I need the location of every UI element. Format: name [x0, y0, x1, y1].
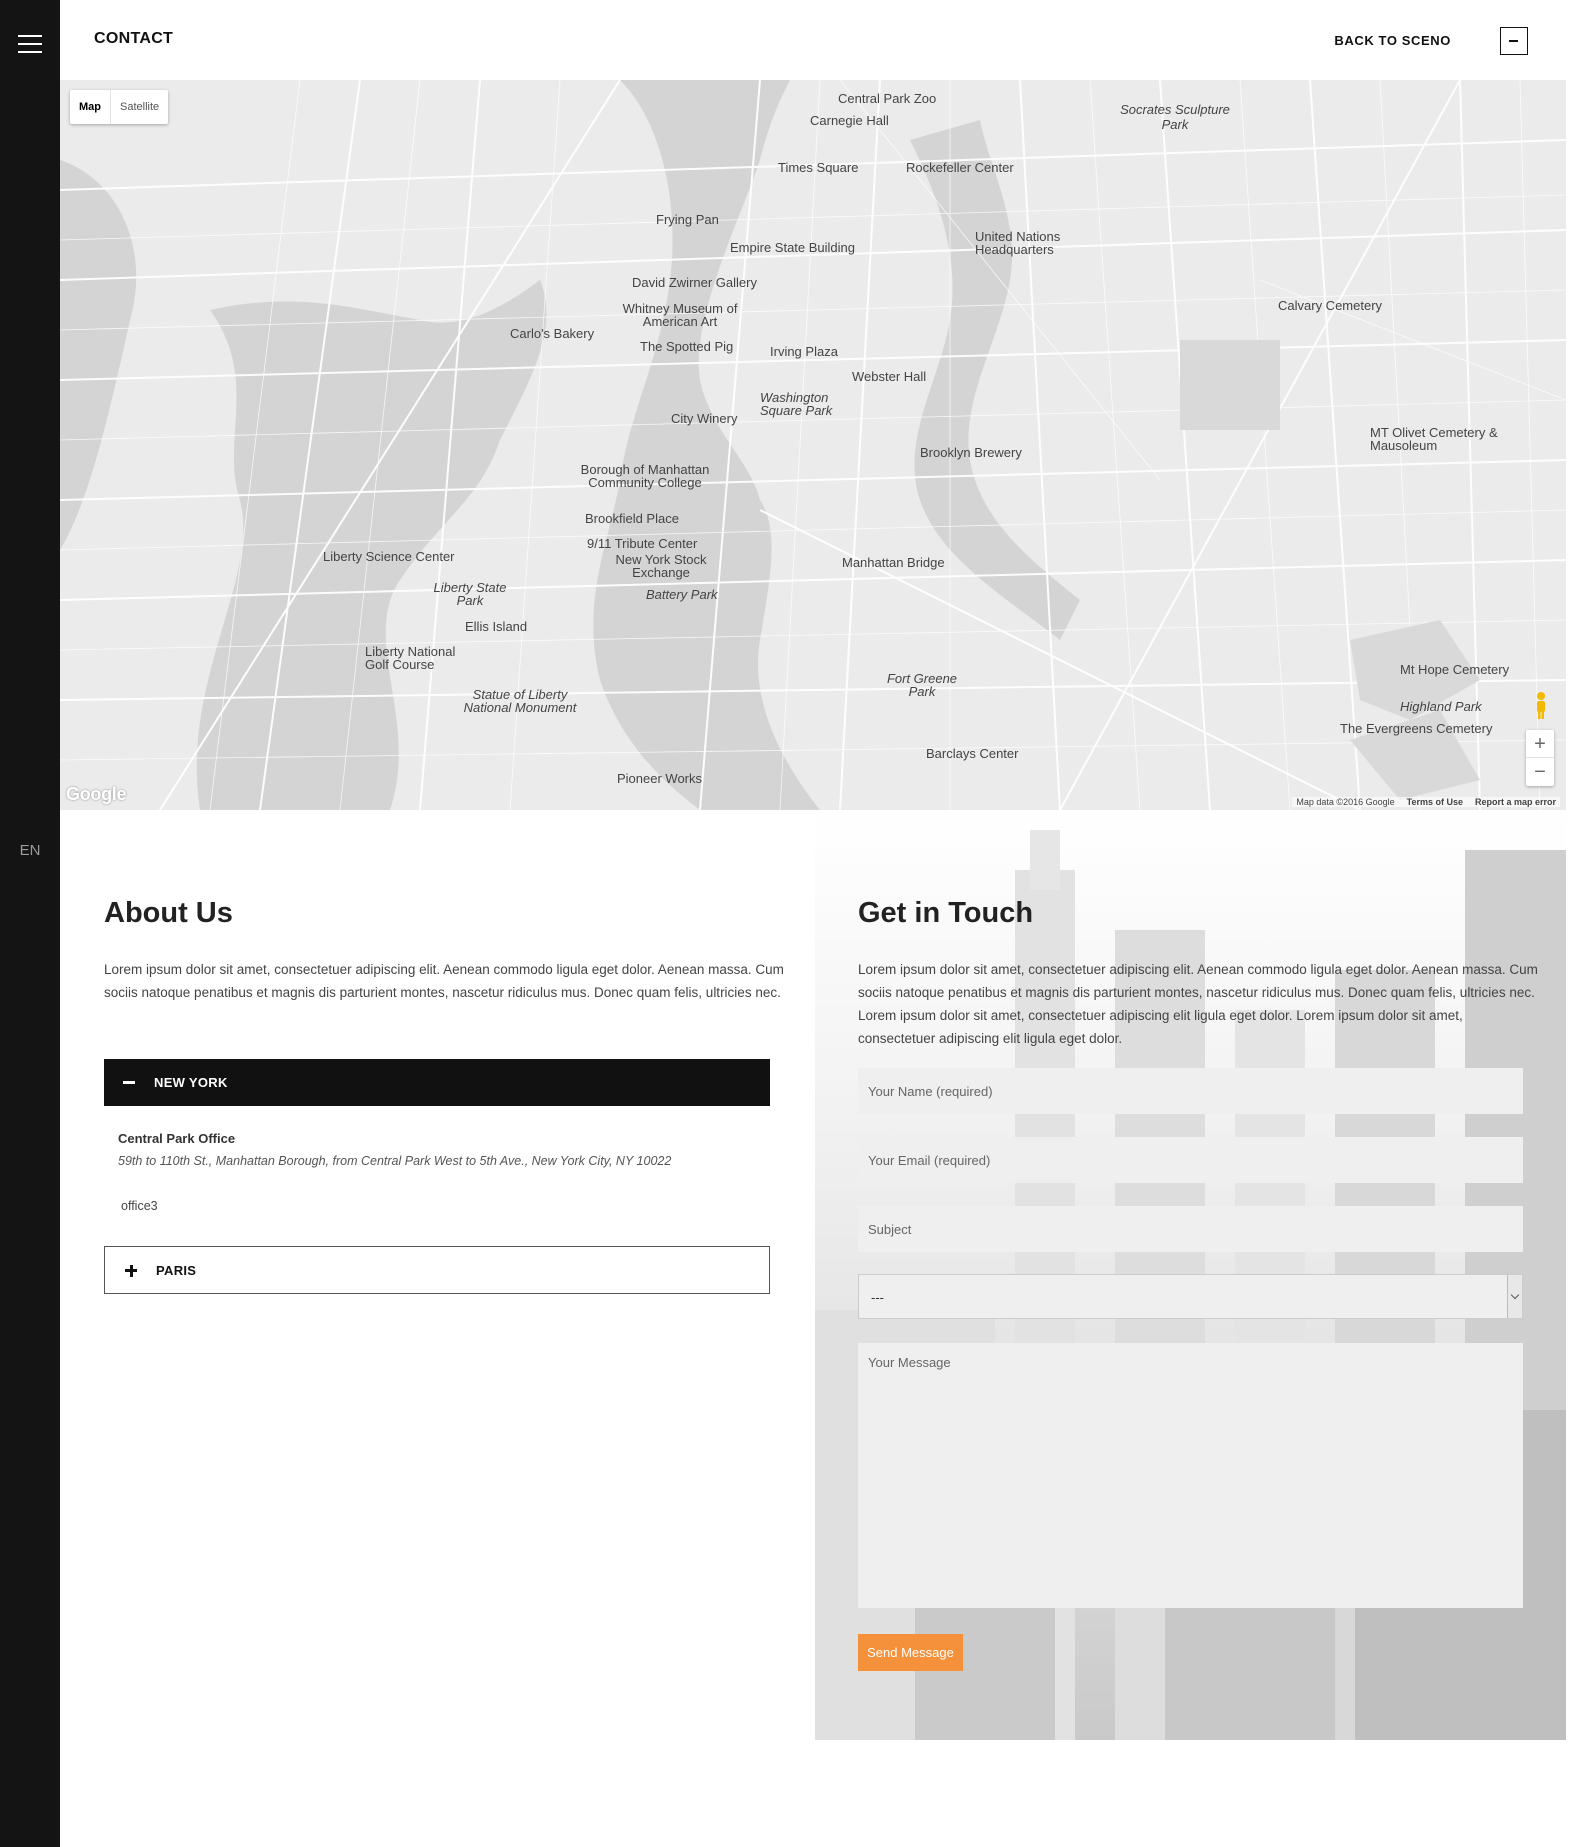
map-label[interactable]: Frying Pan	[656, 212, 719, 227]
map-label[interactable]: Borough of Manhattan Community College	[580, 462, 710, 490]
chevron-down-icon	[1507, 1275, 1522, 1318]
language-switcher[interactable]: EN	[19, 842, 41, 859]
map-label[interactable]: Ellis Island	[465, 619, 528, 634]
accordion-new-york[interactable]	[104, 1059, 770, 1106]
map-label[interactable]: Liberty National Golf Course	[365, 644, 456, 672]
page-title: CONTACT	[94, 30, 174, 47]
contact-title: Get in Touch	[858, 897, 1034, 929]
map-label[interactable]: Central Park Zoo	[838, 91, 937, 106]
accordion-label: NEW YORK	[154, 1075, 228, 1090]
map-label[interactable]: Rockefeller Center	[906, 160, 1014, 175]
map-label[interactable]: David Zwirner Gallery	[632, 275, 757, 290]
collapse-icon[interactable]	[1500, 27, 1528, 55]
about-title: About Us	[104, 897, 233, 929]
report-error-link[interactable]: Report a map error	[1474, 797, 1556, 807]
map-label[interactable]: Webster Hall	[852, 369, 927, 384]
sidebar	[0, 0, 60, 1847]
map-label[interactable]: Washington Square Park	[760, 390, 833, 418]
map-label[interactable]: Calvary Cemetery	[1278, 298, 1383, 313]
office-address: 59th to 110th St., Manhattan Borough, from Central Park West to 5th Ave., New York City, NY 10022	[118, 1154, 672, 1168]
select-value: ---	[871, 1290, 884, 1305]
map-label[interactable]: Statue of Liberty National Monument	[463, 687, 577, 715]
map-type-satellite[interactable]: Satellite	[120, 101, 160, 113]
topic-select[interactable]	[858, 1274, 1523, 1319]
map-label[interactable]: United Nations Headquarters	[975, 229, 1061, 257]
map-label[interactable]: Socrates Sculpture Park	[1120, 102, 1230, 132]
header	[60, 0, 1566, 80]
map-label[interactable]: Whitney Museum of American Art	[622, 301, 738, 329]
email-field[interactable]	[858, 1137, 1523, 1183]
map-label[interactable]: Brookfield Place	[585, 511, 679, 526]
map-label[interactable]: 9/11 Tribute Center	[587, 536, 698, 551]
office-image: office3	[121, 1199, 158, 1213]
menu-icon[interactable]	[18, 35, 42, 53]
map-label[interactable]: The Evergreens Cemetery	[1340, 721, 1493, 736]
map-label[interactable]: Carnegie Hall	[810, 113, 889, 128]
message-field[interactable]	[858, 1343, 1523, 1608]
map-label[interactable]: Brooklyn Brewery	[920, 445, 1022, 460]
map-data-text: Map data ©2016 Google	[1296, 797, 1395, 807]
terms-link[interactable]: Terms of Use	[1406, 797, 1463, 807]
map-type-control	[70, 90, 168, 124]
map-label[interactable]: Pioneer Works	[617, 771, 703, 786]
zoom-in-button[interactable]: +	[1526, 730, 1554, 758]
map-label[interactable]: Mt Hope Cemetery	[1400, 662, 1510, 677]
accordion-label: PARIS	[156, 1263, 197, 1278]
accordion-paris[interactable]	[104, 1246, 770, 1294]
map-label[interactable]: MT Olivet Cemetery & Mausoleum	[1370, 425, 1498, 453]
map-label[interactable]: Highland Park	[1400, 699, 1482, 714]
map-label[interactable]: New York Stock Exchange	[615, 552, 707, 580]
map-label[interactable]: The Spotted Pig	[640, 339, 734, 354]
about-text: Lorem ipsum dolor sit amet, consectetuer adipiscing elit. Aenean commodo ligula eget dolor. Aenean massa. Cum sociis natoque penatibus et magnis dis parturient montes, nascetur ridiculus mus. Donec quam felis, ultricies nec.	[104, 962, 784, 1000]
pegman-icon[interactable]	[1530, 690, 1552, 720]
map-label[interactable]: Irving Plaza	[770, 344, 838, 359]
map-label[interactable]: Empire State Building	[730, 240, 856, 255]
google-map[interactable]	[60, 80, 1566, 810]
minus-icon	[123, 1081, 135, 1084]
name-field[interactable]	[858, 1068, 1523, 1114]
contact-text: Lorem ipsum dolor sit amet, consectetuer adipiscing elit. Aenean commodo ligula eget dolor. Aenean massa. Cum sociis natoque penatibus et magnis dis parturient montes, nascetur ridiculus mus. Donec quam felis, ultricies nec. Lorem ipsum dolor sit amet, consectetuer adipiscing elit ligula eget dolor. Lorem ipsum dolor sit amet, consectetuer adipiscing elit ligula eget dolor.	[858, 962, 1538, 1046]
map-label[interactable]: Fort Greene Park	[886, 671, 958, 699]
office-name: Central Park Office	[118, 1131, 236, 1146]
map-attribution	[1292, 797, 1560, 807]
map-label[interactable]: Barclays Center	[926, 746, 1019, 761]
map-label[interactable]: City Winery	[671, 411, 738, 426]
subject-field[interactable]	[858, 1206, 1523, 1252]
map-label[interactable]: Times Square	[778, 160, 859, 175]
map-label[interactable]: Carlo's Bakery	[510, 326, 595, 341]
zoom-out-button[interactable]: −	[1534, 761, 1546, 783]
map-label[interactable]: Manhattan Bridge	[842, 555, 945, 570]
map-label[interactable]: Liberty Science Center	[323, 549, 455, 564]
google-logo: Google	[66, 784, 127, 804]
map-roads	[60, 80, 1566, 810]
map-type-map[interactable]: Map	[70, 90, 111, 124]
map-label[interactable]: Liberty State Park	[433, 580, 507, 608]
send-message-button[interactable]: Send Message	[858, 1634, 963, 1671]
zoom-control	[1526, 730, 1554, 786]
back-link[interactable]: BACK TO SCENO	[1334, 33, 1451, 48]
map-label[interactable]: Battery Park	[646, 587, 718, 602]
